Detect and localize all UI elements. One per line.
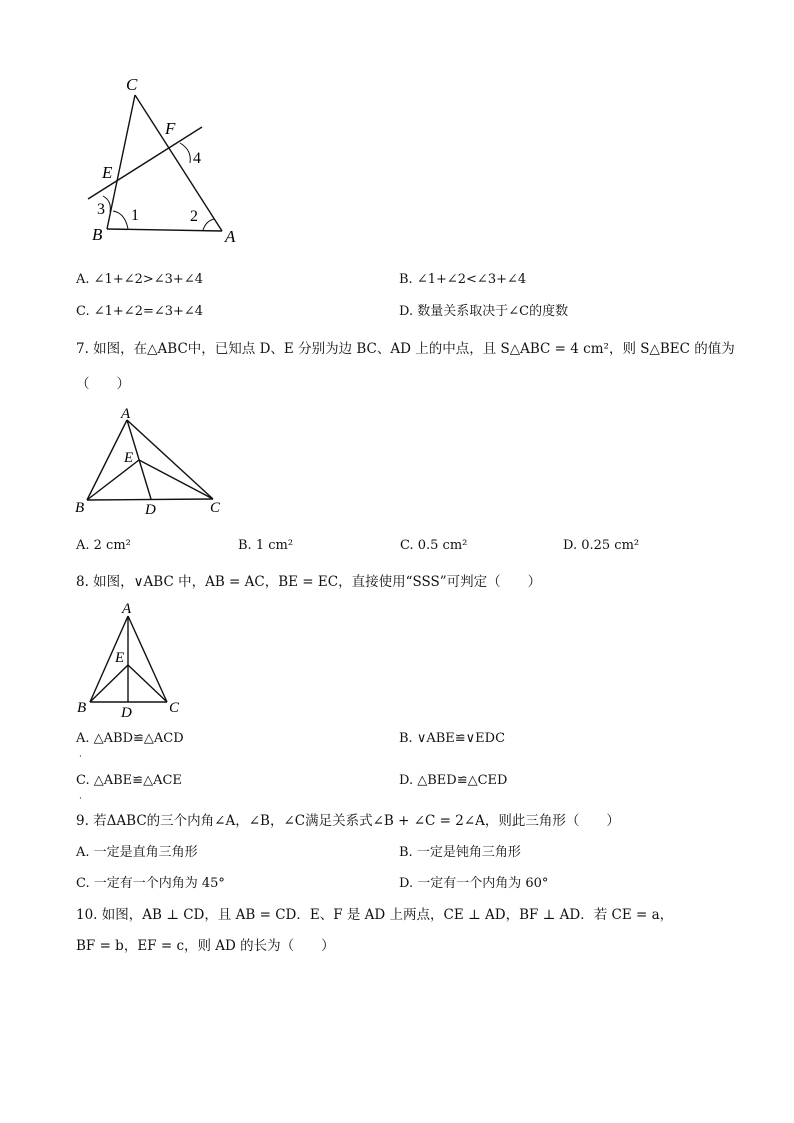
label-C: C (126, 75, 138, 94)
label-B: B (75, 500, 85, 516)
q9-option-b[interactable]: B. 一定是钝角三角形 (399, 845, 521, 860)
label-F: F (165, 119, 176, 138)
label-D: D (145, 502, 156, 518)
label-B: B (92, 225, 103, 244)
q8-option-b[interactable]: B. ∨ABE≌∨EDC (399, 731, 506, 746)
q7-stem: 7. 如图，在△ABC中，已知点 D、E 分别为边 BC、AD 上的中点，且 S△ABC = 4 cm²，则 S△BEC 的值为 (76, 341, 735, 357)
q8-option-a[interactable]: A. △ABD≌△ACD (76, 731, 184, 746)
label-C: C (210, 500, 221, 516)
q7-answer-bracket: （ ） (76, 376, 130, 392)
angle-2: 2 (190, 208, 198, 225)
angle-1: 1 (131, 207, 139, 224)
q7-option-a[interactable]: A. 2 cm² (76, 538, 131, 553)
bullet-dot: · (79, 752, 82, 762)
q9-option-a[interactable]: A. 一定是直角三角形 (76, 845, 198, 860)
q9-option-d[interactable]: D. 一定有一个内角为 60° (399, 876, 549, 891)
q7-option-c[interactable]: C. 0.5 cm² (400, 538, 468, 553)
angle-4: 4 (193, 150, 201, 167)
label-E: E (124, 450, 134, 466)
q6-option-c[interactable]: C. ∠1+∠2=∠3+∠4 (76, 304, 204, 319)
q7-option-b[interactable]: B. 1 cm² (238, 538, 294, 553)
q8-option-d[interactable]: D. △BED≌△CED (399, 773, 508, 788)
q6-option-b[interactable]: B. ∠1+∠2<∠3+∠4 (399, 272, 527, 287)
label-A: A (121, 406, 131, 422)
q9-option-c[interactable]: C. 一定有一个内角为 45° (76, 876, 225, 891)
label-E: E (115, 650, 125, 666)
q7-option-d[interactable]: D. 0.25 cm² (563, 538, 640, 553)
q8-option-c[interactable]: C. △ABE≌△ACE (76, 773, 182, 788)
label-B: B (77, 700, 87, 716)
q10-stem-line1: 10. 如图，AB ⊥ CD，且 AB = CD．E、F 是 AD 上两点，CE ⊥ AD，BF ⊥ AD．若 CE = a， (76, 907, 674, 923)
q6-option-a[interactable]: A. ∠1+∠2>∠3+∠4 (76, 272, 203, 287)
q8-stem: 8. 如图，∨ABC 中，AB = AC，BE = EC，直接使用“SSS”可判定（ ） (76, 574, 542, 590)
q9-stem: 9. 若ΔABC的三个内角∠A，∠B，∠C满足关系式∠B + ∠C = 2∠A，则此三角形（ ） (76, 813, 620, 829)
figure-q8-triangle (72, 598, 192, 722)
figure-q7-triangle (72, 402, 232, 522)
label-C: C (169, 700, 180, 716)
angle-3: 3 (97, 201, 105, 218)
q10-stem-line2: BF = b，EF = c，则 AD 的长为（ ） (76, 938, 335, 954)
label-A: A (225, 227, 236, 246)
figure-q6-triangle (82, 68, 252, 248)
bullet-dot: · (79, 794, 82, 804)
label-A: A (122, 601, 132, 617)
q6-option-d[interactable]: D. 数量关系取决于∠C的度数 (399, 304, 569, 319)
label-D: D (121, 705, 132, 721)
label-E: E (102, 163, 113, 182)
